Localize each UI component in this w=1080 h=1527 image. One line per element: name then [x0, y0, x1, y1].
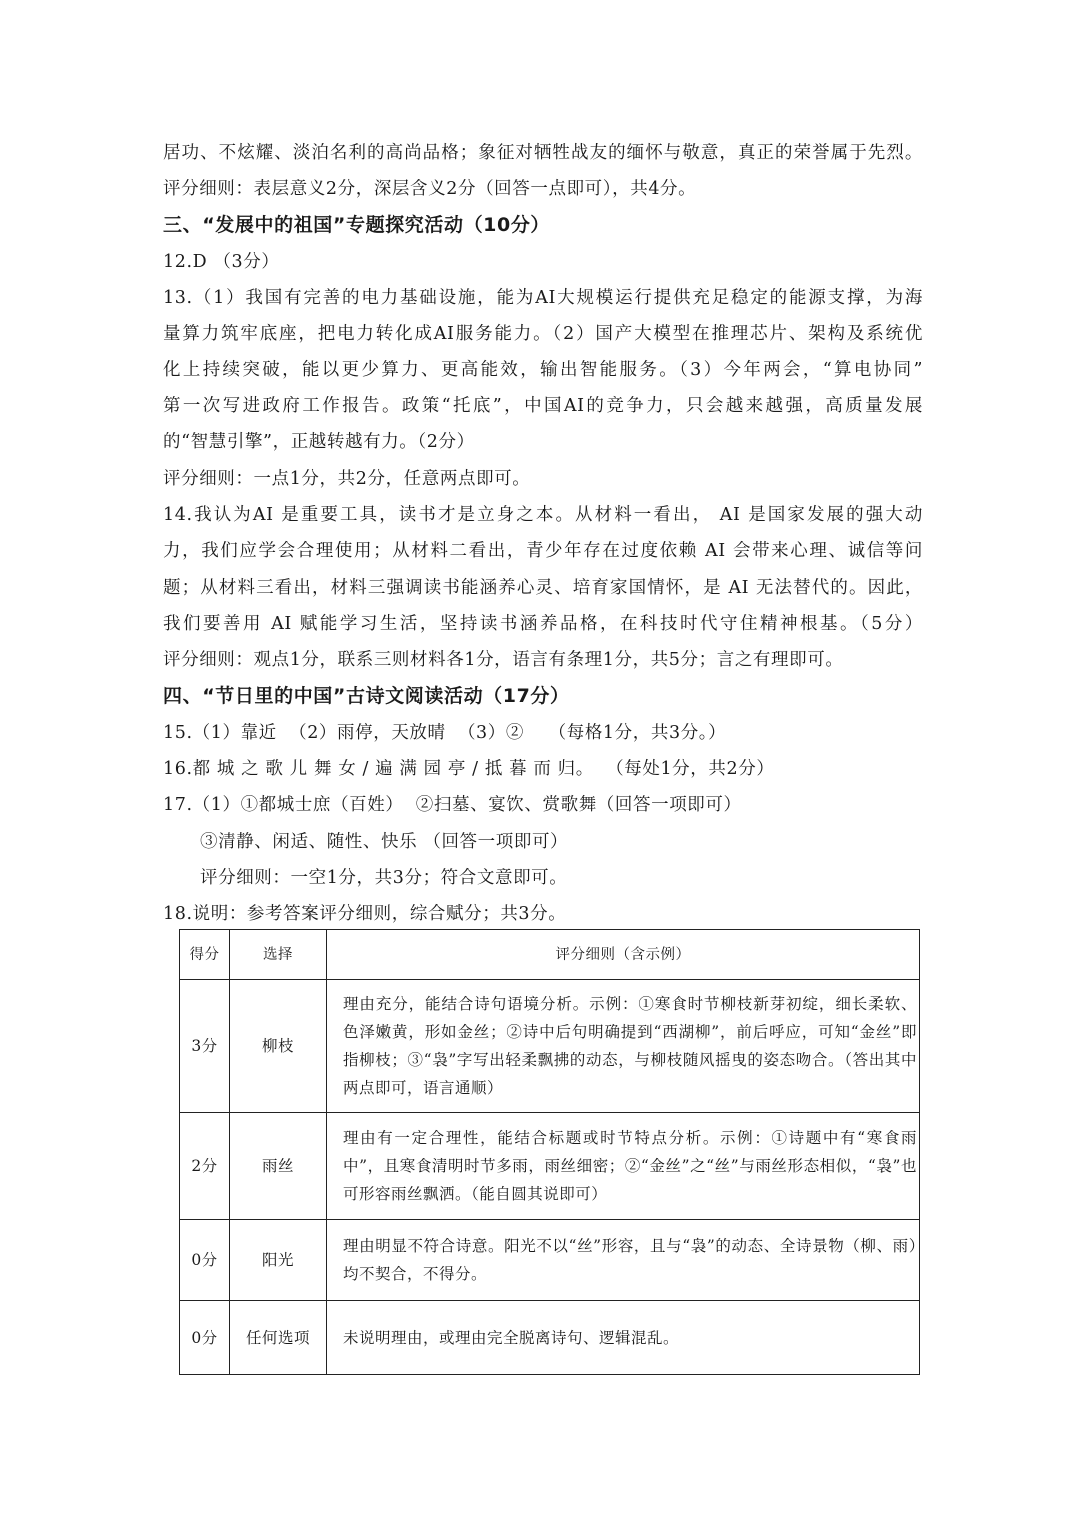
answer-q14-line3: 题；从材料三看出，材料三强调读书能涵养心灵、培育家国情怀，是 AI 无法替代的。因此， [163, 578, 923, 598]
table-header-detail: 评分细则（含示例） [327, 930, 920, 980]
table-row [180, 1113, 920, 1220]
section-heading-4: 四、“节日里的中国”古诗文阅读活动（17分） [163, 685, 570, 707]
cell-detail: 理由有一定合理性，能结合标题或时节特点分析。示例：①诗题中有“寒食雨中”，且寒食清明时节多雨，雨丝细密；②“金丝”之“丝”与雨丝形态相似，“袅”也可形容雨丝飘洒。（能自圆其说即可） [327, 1113, 920, 1220]
answer-q13-line1: 13.（1）我国有完善的电力基础设施，能为AI大规模运行提供充足稳定的能源支撑，为海 [163, 288, 923, 308]
cell-choice: 雨丝 [230, 1113, 327, 1220]
cell-detail: 未说明理由，或理由完全脱离诗句、逻辑混乱。 [327, 1301, 920, 1375]
answer-q13-line2: 量算力筑牢底座，把电力转化成AI服务能力。（2）国产大模型在推理芯片、架构及系统优 [163, 324, 923, 344]
answer-q16: 16.都 城 之 歌 儿 舞 女 / 遍 满 园 亭 / 抵 暮 而 归。 （每处1分，共2分） [163, 759, 775, 779]
table-header-row [180, 930, 920, 980]
cell-choice: 阳光 [230, 1220, 327, 1301]
answer-q14-line2: 力，我们应学会合理使用；从材料二看出，青少年存在过度依赖 AI 会带来心理、诚信等问 [163, 541, 923, 561]
scoring-rule-q13: 评分细则：一点1分，共2分，任意两点即可。 [163, 469, 531, 489]
section-heading-3: 三、“发展中的祖国”专题探究活动（10分） [163, 214, 551, 236]
cell-choice: 柳枝 [230, 980, 327, 1113]
cell-score: 0分 [180, 1301, 230, 1375]
answer-q13-line4: 第一次写进政府工作报告。政策“托底”，中国AI的竞争力，只会越来越强，高质量发展 [163, 396, 923, 416]
scoring-rule-q14: 评分细则：观点1分，联系三则材料各1分，语言有条理1分，共5分；言之有理即可。 [163, 650, 844, 670]
cell-choice: 任何选项 [230, 1301, 327, 1375]
answer-q15: 15.（1）靠近 （2）雨停，天放晴 （3）② （每格1分，共3分。） [163, 723, 727, 743]
answer-q13-line3: 化上持续突破，能以更少算力、更高能效，输出智能服务。（3）今年两会，“算电协同” [163, 360, 923, 380]
table-row [180, 1220, 920, 1301]
answer-q14-line4: 我们要善用 AI 赋能学习生活，坚持读书涵养品格，在科技时代守住精神根基。（5分） [163, 614, 923, 634]
answer-q14-line1: 14.我认为AI 是重要工具，读书才是立身之本。从材料一看出， AI 是国家发展的强大动 [163, 505, 923, 525]
cell-score: 0分 [180, 1220, 230, 1301]
answer-q12: 12.D （3分） [163, 252, 280, 272]
cell-detail: 理由明显不符合诗意。阳光不以“丝”形容，且与“袅”的动态、全诗景物（柳、雨）均不契合，不得分。 [327, 1220, 920, 1301]
answer-q17-line2: ③清静、闲适、随性、快乐 （回答一项即可） [200, 832, 569, 852]
table-row [180, 980, 920, 1113]
answer-q13-line5: 的“智慧引擎”，正越转越有力。（2分） [163, 432, 475, 452]
table-row [180, 1301, 920, 1375]
table-header-choice: 选择 [230, 930, 327, 980]
cell-detail: 理由充分，能结合诗句语境分析。示例：①寒食时节柳枝新芽初绽，细长柔软、色泽嫩黄，形如金丝；②诗中后句明确提到“西湖柳”，前后呼应，可知“金丝”即指柳枝；③“袅”字写出轻柔飘拂的动态，与柳枝随风摇曳的姿态吻合。（答出其中两点即可，语言通顺） [327, 980, 920, 1113]
answer-q17-line1: 17.（1）①都城士庶（百姓） ②扫墓、宴饮、赏歌舞（回答一项即可） [163, 795, 742, 815]
scoring-table [179, 929, 920, 1375]
text-line: 居功、不炫耀、淡泊名利的高尚品格；象征对牺牲战友的缅怀与敬意，真正的荣誉属于先烈。 [163, 143, 923, 163]
scoring-rule-q17: 评分细则：一空1分，共3分；符合文意即可。 [200, 868, 568, 888]
cell-score: 3分 [180, 980, 230, 1113]
cell-score: 2分 [180, 1113, 230, 1220]
scoring-rule: 评分细则：表层意义2分，深层含义2分（回答一点即可），共4分。 [163, 179, 697, 199]
table-header-score: 得分 [180, 930, 230, 980]
answer-q18: 18.说明：参考答案评分细则，综合赋分；共3分。 [163, 904, 567, 924]
